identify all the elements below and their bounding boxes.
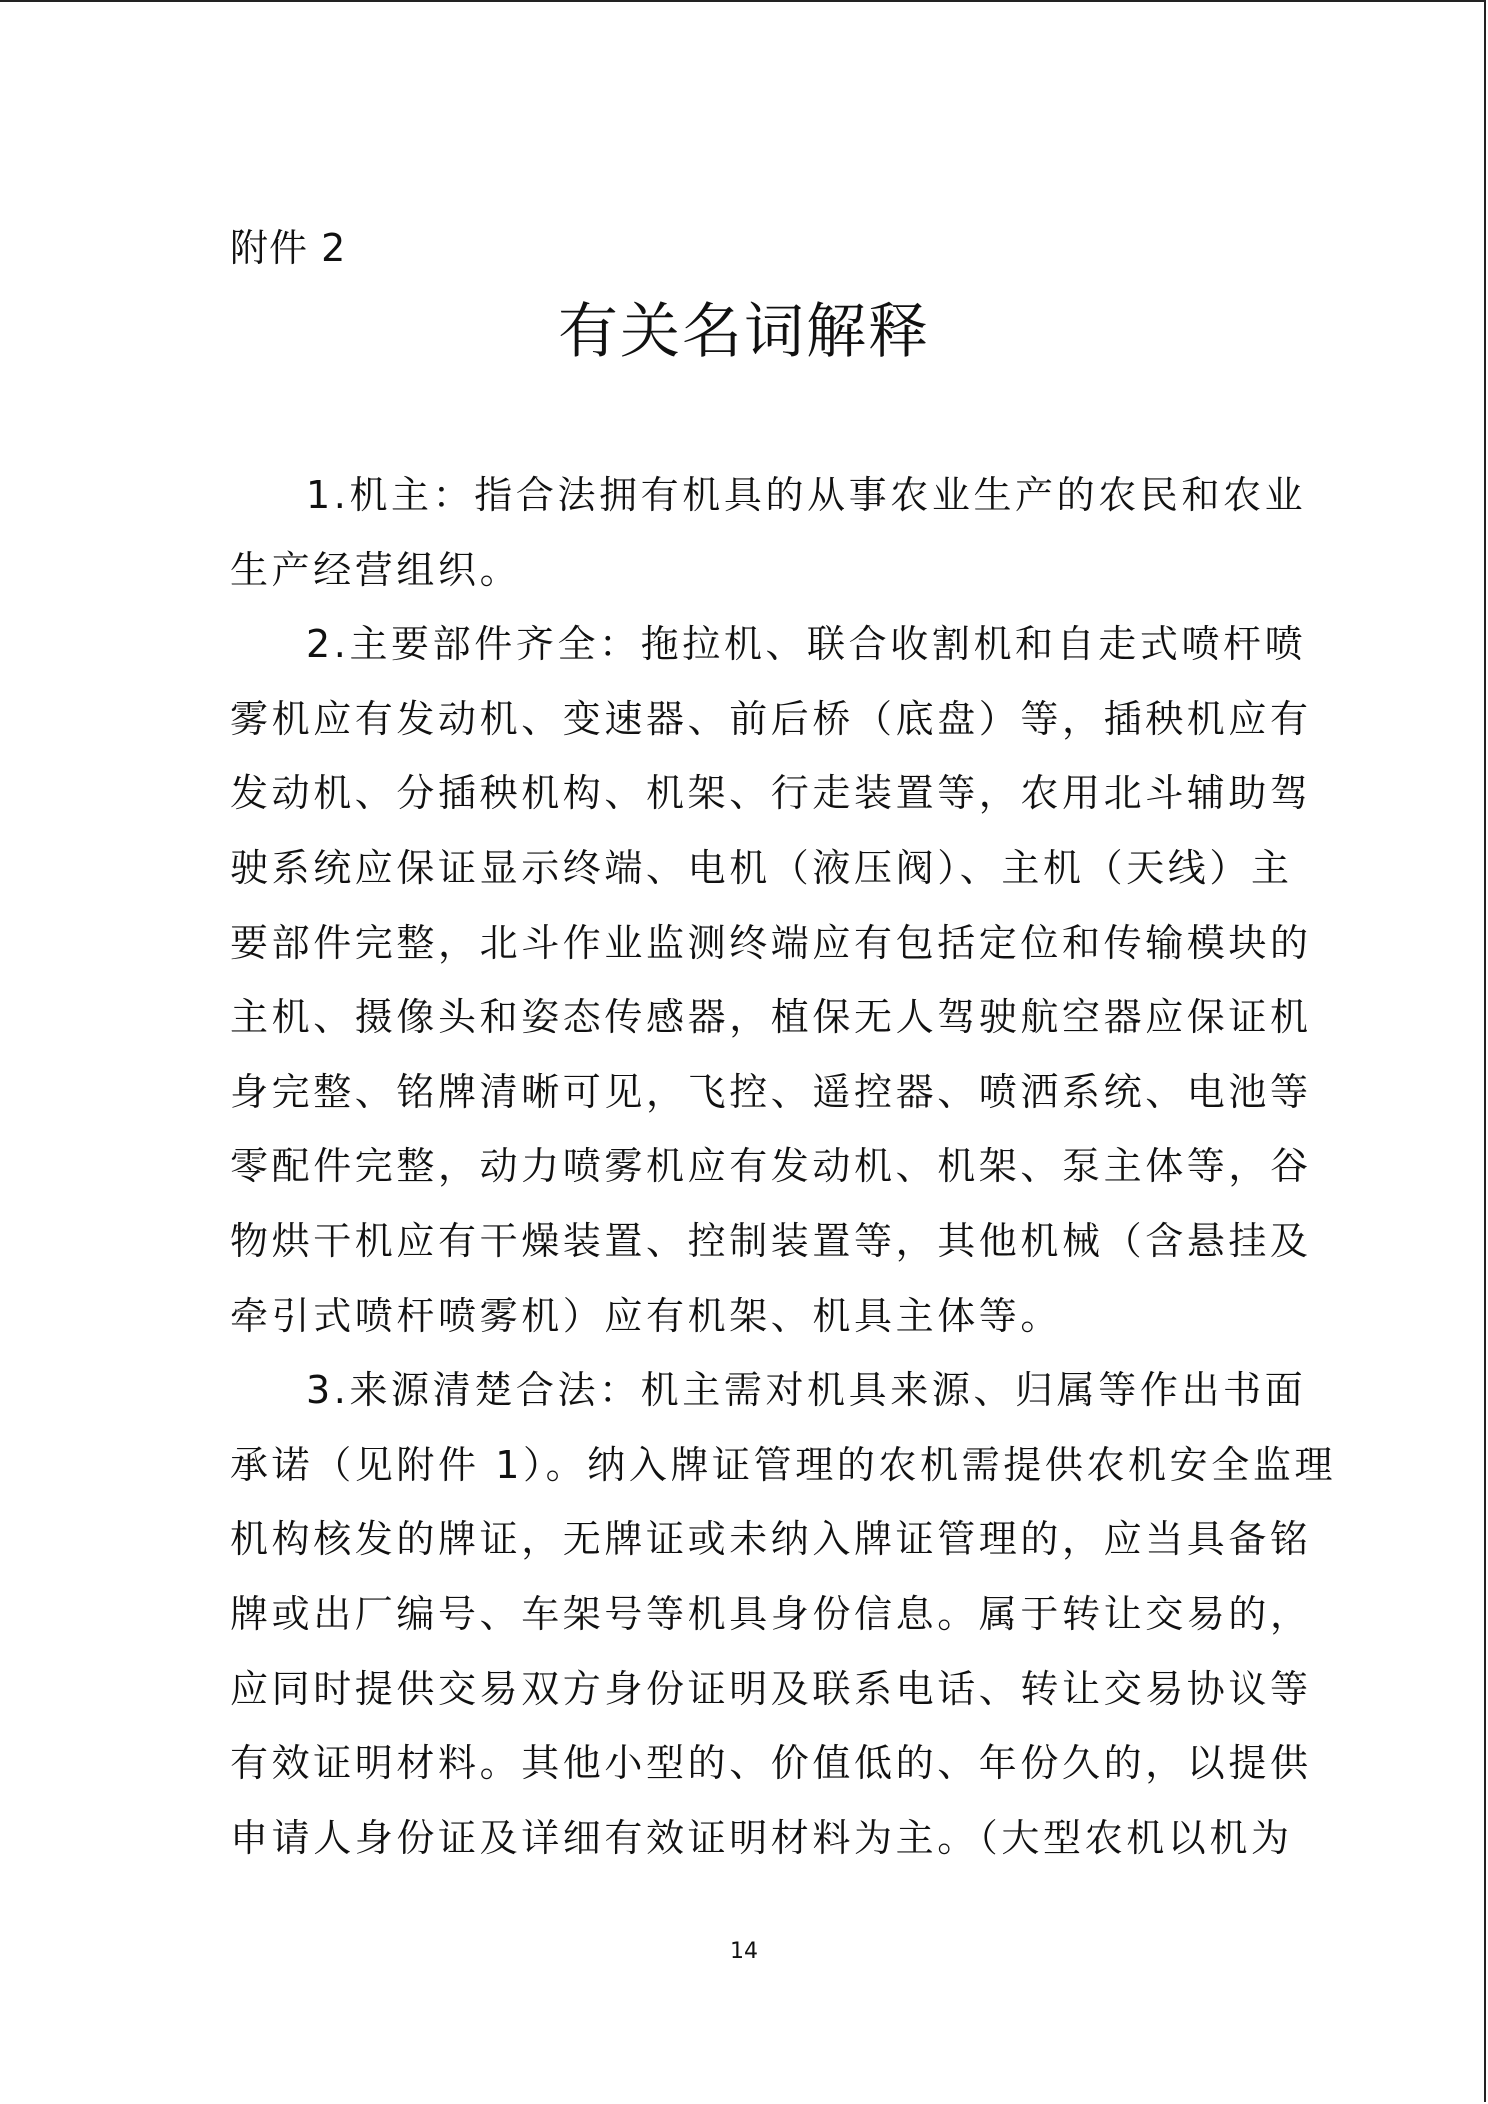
text-line: 承诺（见附件 1）。纳入牌证管理的农机需提供农机安全监理 [230,1442,1337,1487]
text-line: 牵引式喷杆喷雾机）应有机架、机具主体等。 [230,1293,1063,1338]
page-number: 14 [730,1939,758,1964]
text-line: 2.主要部件齐全：拖拉机、联合收割机和自走式喷杆喷 [306,622,1307,667]
page-title: 有关名词解释 [558,297,930,367]
text-line: 物烘干机应有干燥装置、控制装置等，其他机械（含悬挂及 [230,1218,1312,1263]
text-line: 3.来源清楚合法：机主需对机具来源、归属等作出书面 [306,1368,1307,1413]
attachment-label: 附件 2 [230,226,347,270]
text-line: 零配件完整，动力喷雾机应有发动机、机架、泵主体等，谷 [230,1144,1312,1189]
text-line: 要部件完整，北斗作业监测终端应有包括定位和传输模块的 [230,920,1312,965]
text-line: 身完整、铭牌清晰可见，飞控、遥控器、喷洒系统、电池等 [230,1069,1312,1114]
text-line: 发动机、分插秧机构、机架、行走装置等，农用北斗辅助驾 [230,771,1312,816]
text-line: 主机、摄像头和姿态传感器，植保无人驾驶航空器应保证机 [230,995,1312,1040]
text-line: 驶系统应保证显示终端、电机（液压阀）、主机（天线）主 [230,845,1293,890]
text-line: 应同时提供交易双方身份证明及联系电话、转让交易协议等 [230,1666,1312,1711]
text-line: 生产经营组织。 [230,547,522,592]
text-line: 1.机主：指合法拥有机具的从事农业生产的农民和农业 [306,473,1307,517]
text-line: 机构核发的牌证，无牌证或未纳入牌证管理的，应当具备铭 [230,1517,1312,1562]
body-text [230,458,1337,1875]
text-line: 申请人身份证及详细有效证明材料为主。（大型农机以机为 [230,1815,1293,1860]
text-line: 有效证明材料。其他小型的、价值低的、年份久的，以提供 [230,1741,1312,1786]
text-line: 雾机应有发动机、变速器、前后桥（底盘）等，插秧机应有 [230,696,1312,741]
text-line: 牌或出厂编号、车架号等机具身份信息。属于转让交易的， [230,1591,1312,1636]
